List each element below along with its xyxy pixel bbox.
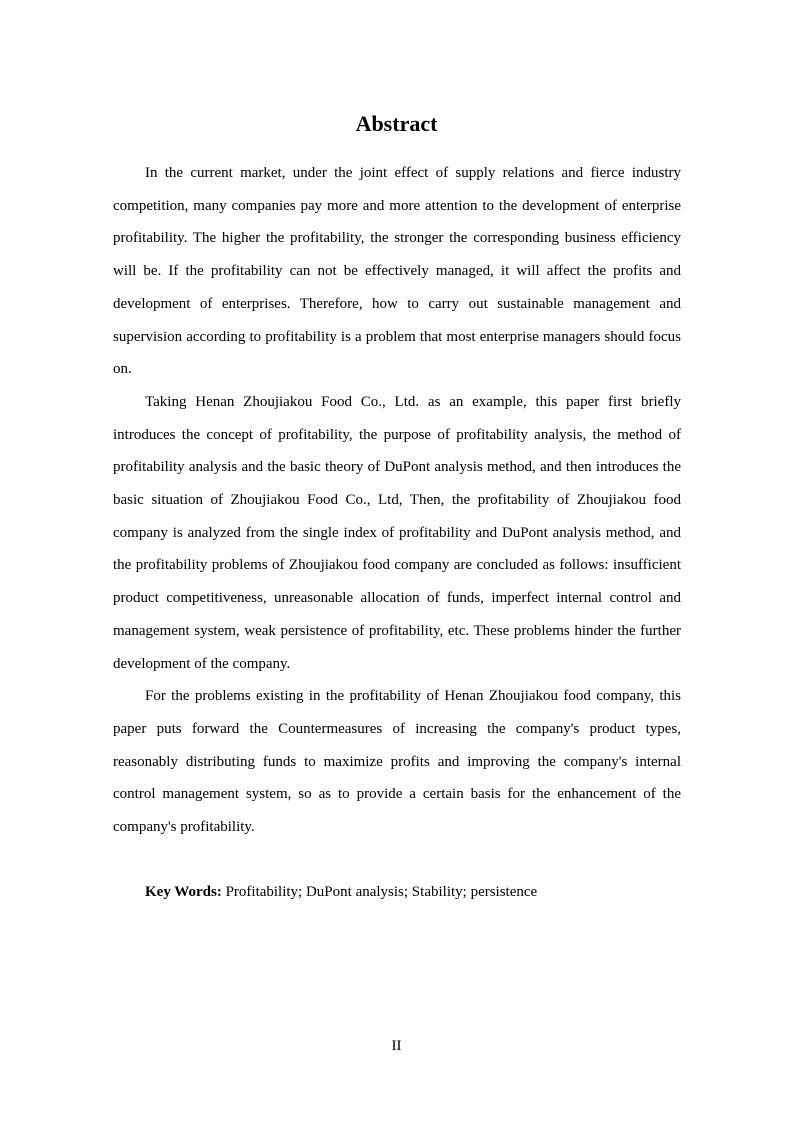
keywords-text: Profitability; DuPont analysis; Stability; persistence bbox=[221, 884, 538, 900]
abstract-body bbox=[113, 157, 681, 844]
page-number: II bbox=[391, 1038, 402, 1054]
abstract-paragraph-2: Taking Henan Zhoujiakou Food Co., Ltd. as an example, this paper first briefly introduces the concept of profitability, the purpose of profitability analysis, the method of profitability analysis and the basic theory of DuPont analysis method, and then introduces the basic situation of Zhoujiakou Food Co., Ltd, Then, the profitability of Zhoujiakou food company is analyzed from the single index of profitability and DuPont analysis method, and the profitability problems of Zhoujiakou food company are concluded as follows: insufficient product competitiveness, unreasonable allocation of funds, imperfect internal control and management system, weak persistence of profitability, etc. These problems hinder the further development of the company. bbox=[113, 393, 681, 672]
abstract-paragraph-3: For the problems existing in the profitability of Henan Zhoujiakou food company, this paper puts forward the Countermeasures of increasing the company's product types, reasonably distributing funds to maximize profits and improving the company's internal control management system, so as to provide a certain basis for the enhancement of the company's profitability. bbox=[113, 688, 681, 836]
abstract-title: Abstract bbox=[355, 111, 438, 136]
keywords-label: Key Words: bbox=[145, 884, 222, 900]
keywords-line bbox=[145, 876, 537, 908]
abstract-paragraph-1: In the current market, under the joint effect of supply relations and fierce industry competition, many companies pay more and more attention to the development of enterprise profitability. The higher the profitability, the stronger the corresponding business efficiency will be. If the profitability can not be effectively managed, it will affect the profits and development of enterprises. Therefore, how to carry out sustainable management and supervision according to profitability is a problem that most enterprise managers should focus on. bbox=[113, 165, 681, 378]
